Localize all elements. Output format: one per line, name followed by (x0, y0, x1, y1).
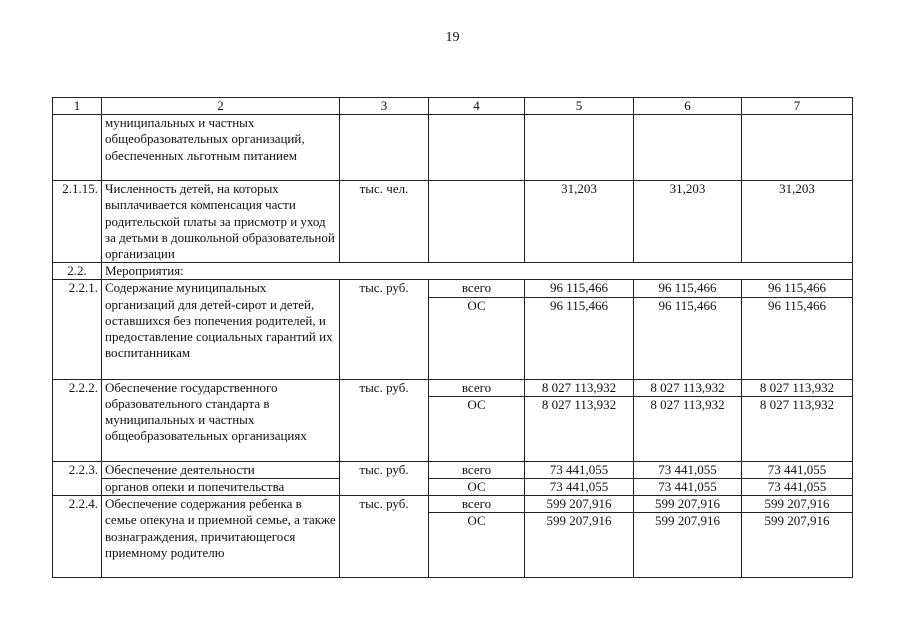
row-value: 599 207,916 (634, 496, 742, 513)
header-cell: 2 (102, 98, 340, 115)
row-code: 2.1.15. (53, 181, 102, 263)
row-value: 599 207,916 (634, 513, 742, 578)
table-row (53, 181, 853, 263)
row-kind-os: ОС (429, 396, 525, 461)
row-value: 599 207,916 (742, 513, 853, 578)
row-value: 8 027 113,932 (742, 379, 853, 396)
table-row (53, 379, 853, 396)
row-kind (429, 115, 525, 181)
row-value (742, 115, 853, 181)
header-cell: 6 (634, 98, 742, 115)
row-kind (429, 181, 525, 263)
row-code: 2.2.3. (53, 461, 102, 495)
row-value: 8 027 113,932 (634, 379, 742, 396)
table-row (53, 115, 853, 181)
row-unit: тыс. руб. (340, 496, 429, 578)
row-kind-os: ОС (429, 479, 525, 496)
row-kind-total: всего (429, 461, 525, 478)
row-value: 599 207,916 (525, 513, 634, 578)
header-row (53, 98, 853, 115)
row-code: 2.2.1. (53, 280, 102, 379)
row-value: 599 207,916 (525, 496, 634, 513)
row-value: 73 441,055 (525, 479, 634, 496)
row-description: Обеспечение содержания ребенка в семье опекуна и приемной семье, а также вознаграждения, причитающегося приемному родителю (102, 496, 340, 578)
row-value: 31,203 (634, 181, 742, 263)
row-unit: тыс. руб. (340, 461, 429, 495)
row-description: органов опеки и попечительства (102, 479, 340, 496)
row-code (53, 115, 102, 181)
row-code: 2.2.4. (53, 496, 102, 578)
row-value: 73 441,055 (634, 479, 742, 496)
row-description: муниципальных и частных общеобразовательных организаций, обеспеченных льготным питанием (102, 115, 340, 181)
row-value: 73 441,055 (634, 461, 742, 478)
row-value: 8 027 113,932 (634, 396, 742, 461)
row-value (634, 115, 742, 181)
row-value: 96 115,466 (525, 297, 634, 379)
row-value: 8 027 113,932 (525, 379, 634, 396)
row-description: Численность детей, на которых выплачивается компенсация части родительской платы за присмотр и уход за детьми в дошкольной образовательной организации (102, 181, 340, 263)
row-description: Содержание муниципальных организаций для детей-сирот и детей, оставшихся без попечения родителей, и предоставление социальных гарантий их воспитанникам (102, 280, 340, 379)
table-subrow (53, 479, 853, 496)
header-cell: 4 (429, 98, 525, 115)
header-cell: 3 (340, 98, 429, 115)
row-value: 31,203 (525, 181, 634, 263)
row-value: 73 441,055 (525, 461, 634, 478)
row-code: 2.2.2. (53, 379, 102, 461)
row-kind-os: ОС (429, 297, 525, 379)
row-value: 96 115,466 (742, 297, 853, 379)
row-unit (340, 115, 429, 181)
table-row (53, 461, 853, 478)
row-value: 73 441,055 (742, 479, 853, 496)
row-code: 2.2. (53, 263, 102, 280)
row-kind-total: всего (429, 280, 525, 297)
row-value (525, 115, 634, 181)
row-value: 96 115,466 (742, 280, 853, 297)
row-description: Обеспечение государственного образовательного стандарта в муниципальных и частных общеобразовательных организациях (102, 379, 340, 461)
row-value: 96 115,466 (525, 280, 634, 297)
row-kind-total: всего (429, 379, 525, 396)
row-value: 96 115,466 (634, 280, 742, 297)
row-unit: тыс. руб. (340, 280, 429, 379)
section-title: Мероприятия: (102, 263, 853, 280)
row-value: 8 027 113,932 (742, 396, 853, 461)
table-row (53, 496, 853, 513)
row-unit: тыс. чел. (340, 181, 429, 263)
row-value: 599 207,916 (742, 496, 853, 513)
section-row (53, 263, 853, 280)
header-cell: 5 (525, 98, 634, 115)
report-table (52, 97, 853, 578)
row-value: 8 027 113,932 (525, 396, 634, 461)
row-kind-os: ОС (429, 513, 525, 578)
row-kind-total: всего (429, 496, 525, 513)
header-cell: 1 (53, 98, 102, 115)
row-value: 73 441,055 (742, 461, 853, 478)
page-number: 19 (445, 30, 460, 45)
row-description: Обеспечение деятельности (102, 461, 340, 478)
header-cell: 7 (742, 98, 853, 115)
row-value: 31,203 (742, 181, 853, 263)
row-unit: тыс. руб. (340, 379, 429, 461)
table-row (53, 280, 853, 297)
row-value: 96 115,466 (634, 297, 742, 379)
